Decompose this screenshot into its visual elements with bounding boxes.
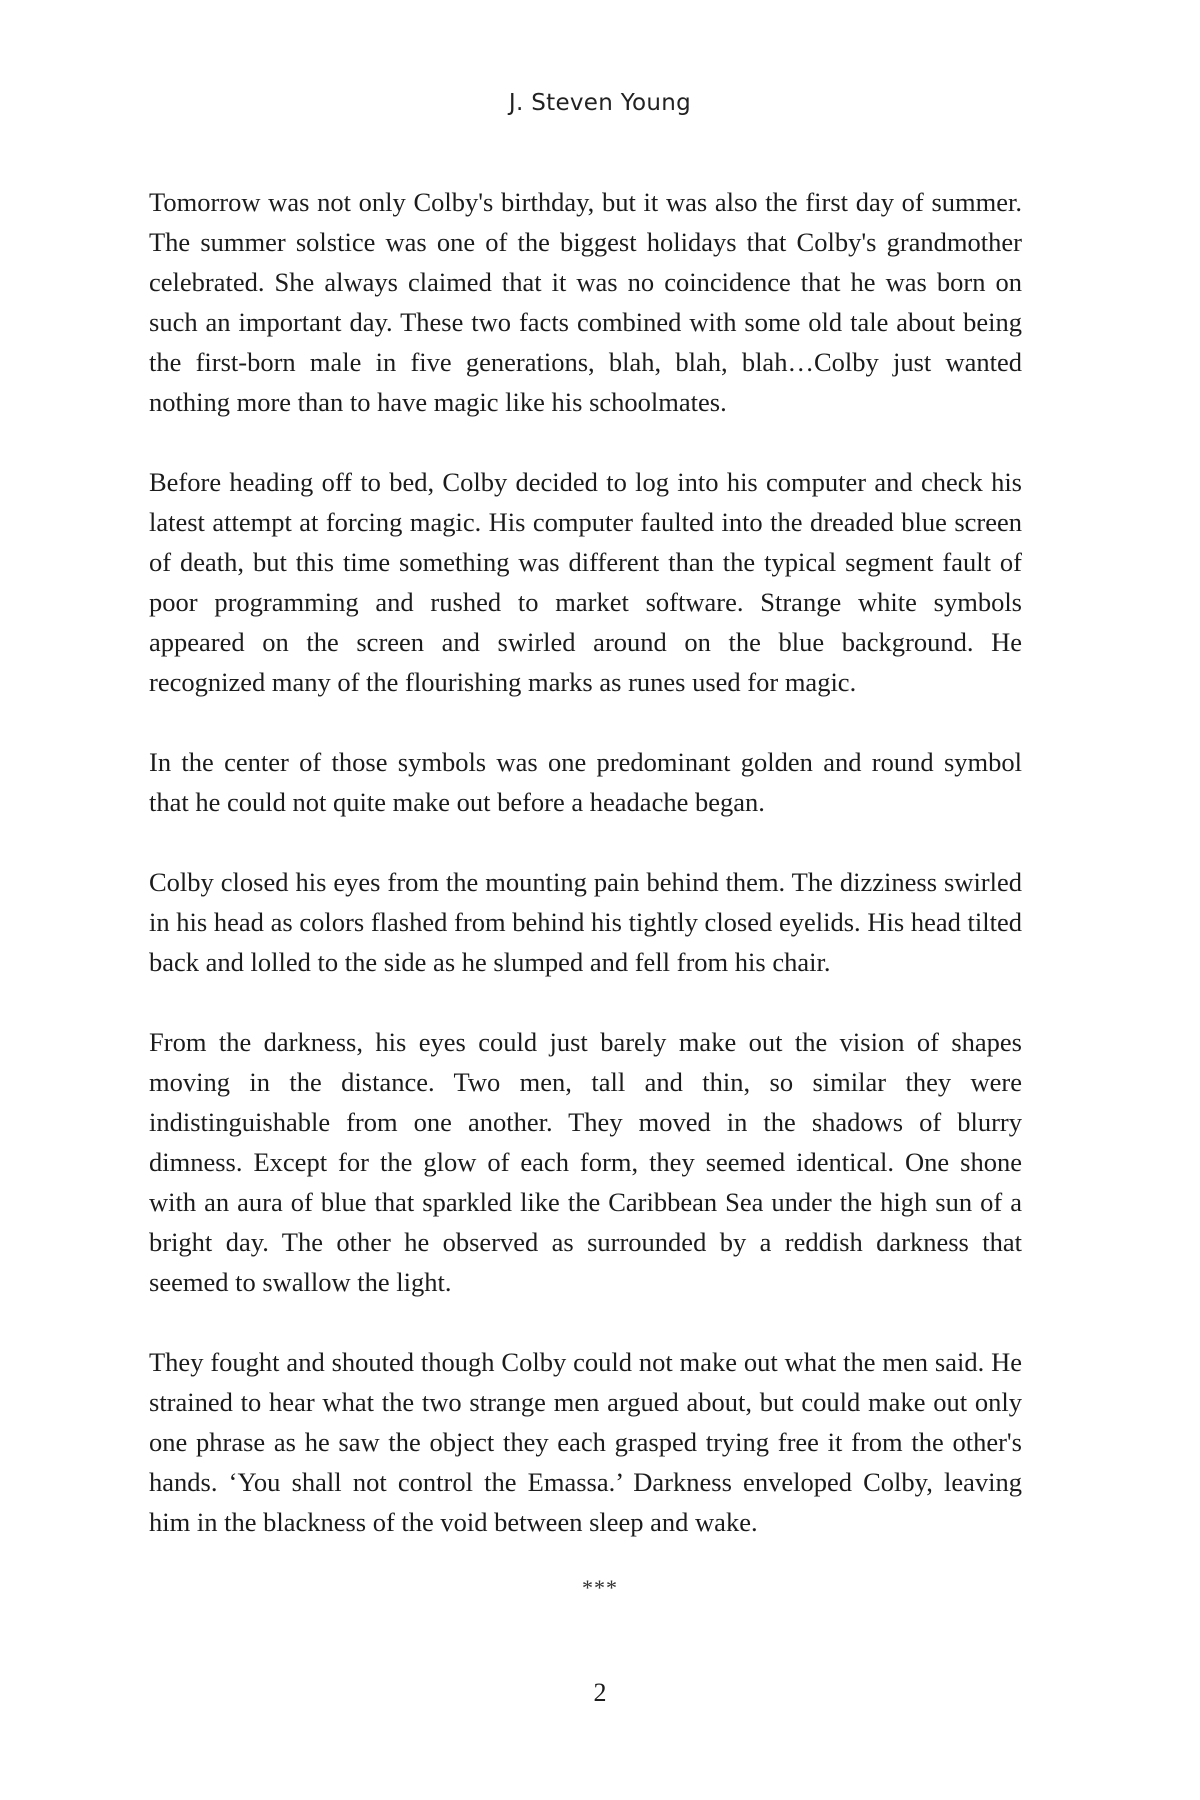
paragraph-5: From the darkness, his eyes could just barely make out the vision of shapes moving in the distance. Two men, tall and thin, so similar they were indistinguishable from one another. They moved in the shadows of blurry dimness. Except for the glow of each form, they seemed identical. One shone with an aura of blue that sparkled like the Caribbean Sea under the high sun of a bright day. The other he observed as surrounded by a reddish darkness that seemed to swallow the light. (149, 1027, 1022, 1297)
scene-break: *** (582, 1575, 618, 1600)
paragraph-6: They fought and shouted though Colby could not make out what the men said. He strained to hear what the two strange men argued about, but could make out only one phrase as he saw the object they each grasped trying free it from the other's hands. ‘You shall not control the Emassa.’ Darkness enveloped Colby, leaving him in the blackness of the void between sleep and wake. (149, 1347, 1022, 1537)
paragraph-4: Colby closed his eyes from the mounting pain behind them. The dizziness swirled in his head as colors flashed from behind his tightly closed eyelids. His head tilted back and lolled to the side as he slumped and fell from his chair. (149, 867, 1022, 977)
paragraph-3: In the center of those symbols was one predominant golden and round symbol that he could not quite make out before a headache began. (149, 747, 1022, 817)
paragraph-2: Before heading off to bed, Colby decided to log into his computer and check his latest attempt at forcing magic. His computer faulted into the dreaded blue screen of death, but this time something was different than the typical segment fault of poor programming and rushed to market software. Strange white symbols appeared on the screen and swirled around on the blue background. He recognized many of the flourishing marks as runes used for magic. (149, 467, 1022, 697)
page-number: 2 (593, 1678, 607, 1707)
body-text (149, 182, 1022, 1582)
running-head-author: J. Steven Young (508, 90, 692, 116)
paragraph-1: Tomorrow was not only Colby's birthday, but it was also the first day of summer. The summer solstice was one of the biggest holidays that Colby's grandmother celebrated. She always claimed that it was no coincidence that he was born on such an important day. These two facts combined with some old tale about being the first-born male in five generations, blah, blah, blah…Colby just wanted nothing more than to have magic like his schoolmates. (149, 187, 1022, 417)
